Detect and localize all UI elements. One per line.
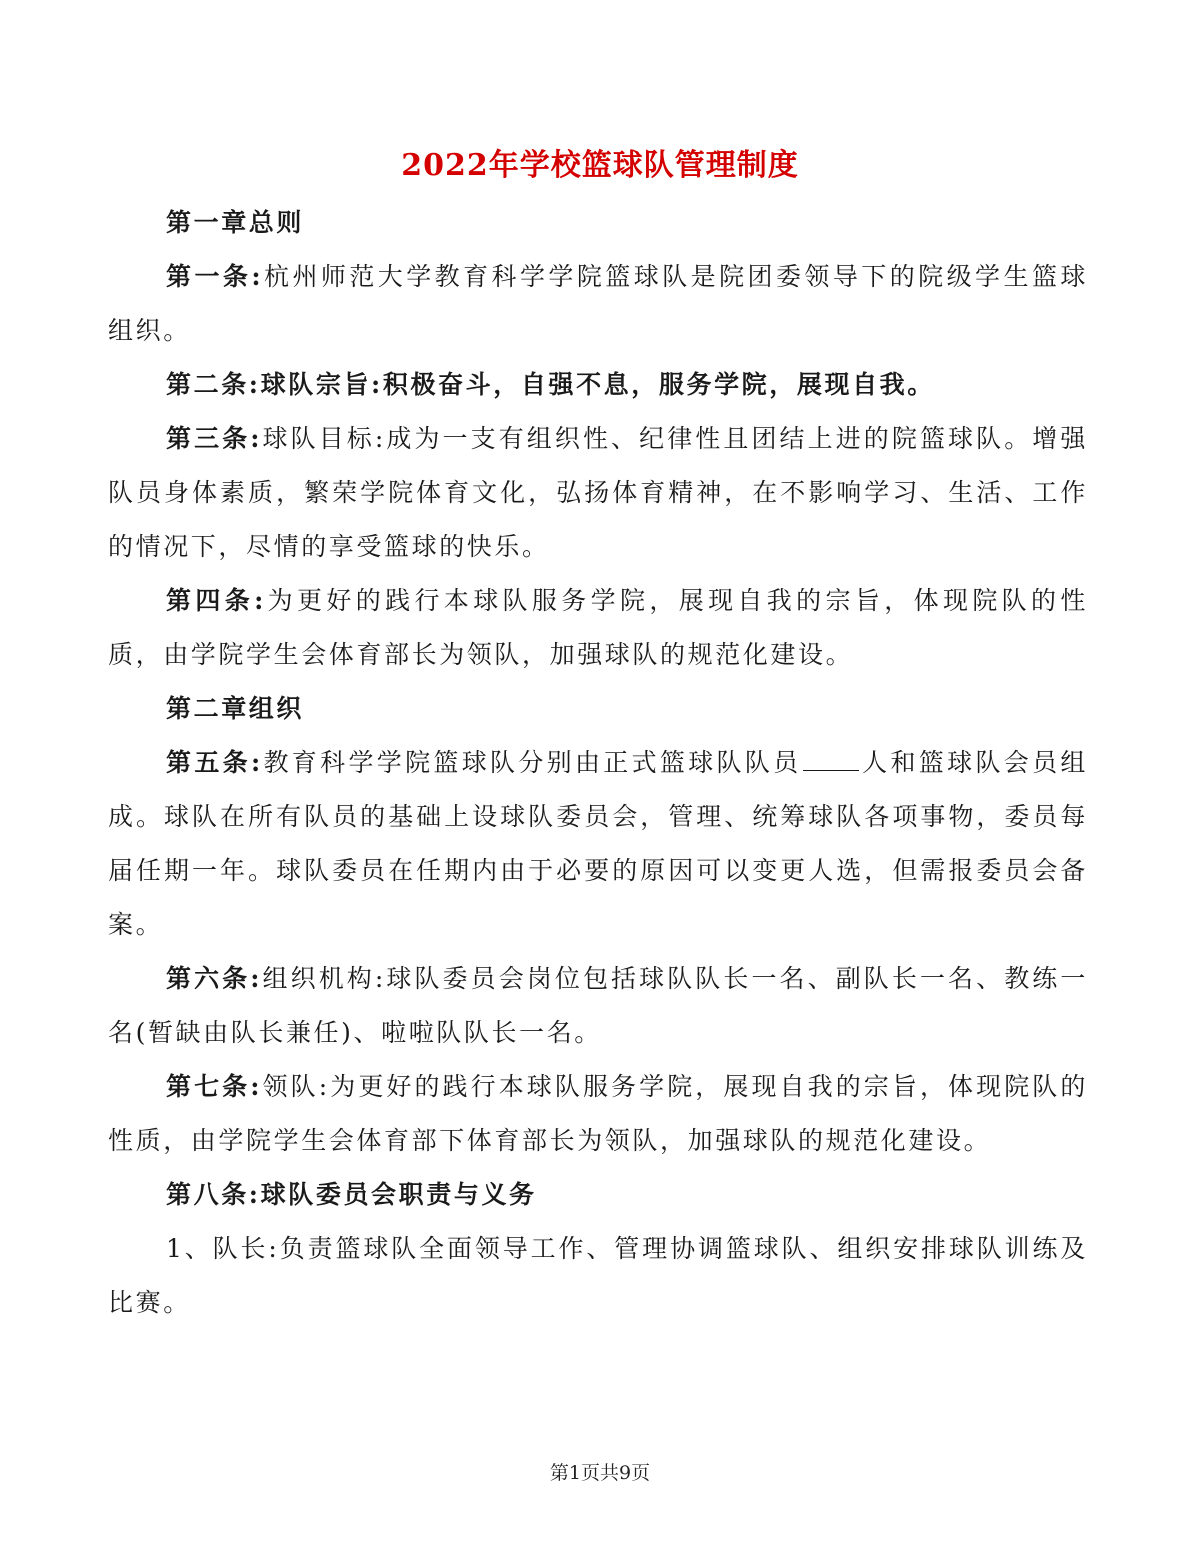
- article-1-text: 杭州师范大学教育科学学院篮球队是院团委领导下的院级学生篮球组织。: [108, 262, 1088, 345]
- article-2-text: 球队宗旨:积极奋斗，自强不息，服务学院，展现自我。: [260, 370, 935, 399]
- article-8: [108, 1168, 1088, 1222]
- article-7-text: 领队:为更好的践行本球队服务学院，展现自我的宗旨，体现院队的性质，由学院学生会体育部下体育部长为领队，加强球队的规范化建设。: [108, 1072, 1088, 1155]
- article-2: [108, 358, 1088, 412]
- article-5-text-after: 人和篮球队会员组成。球队在所有队员的基础上设球队委员会，管理、统筹球队各项事物，委员每届任期一年。球队委员在任期内由于必要的原因可以变更人选，但需报委员会备案。: [108, 748, 1088, 939]
- document-body: [108, 196, 1088, 1330]
- article-2-lead: 第二条:: [166, 370, 261, 399]
- page-number: 第1页共9页: [549, 1462, 651, 1484]
- article-5-lead: 第五条:: [166, 748, 263, 777]
- article-5: [108, 736, 1088, 952]
- article-4-lead: 第四条:: [166, 586, 266, 615]
- fill-in-blank: [803, 752, 859, 771]
- article-4-text: 为更好的践行本球队服务学院，展现自我的宗旨，体现院队的性质，由学院学生会体育部长为领队，加强球队的规范化建设。: [108, 586, 1088, 669]
- article-5-text-before: 教育科学学院篮球队分别由正式篮球队队员: [262, 748, 802, 777]
- article-7-lead: 第七条:: [166, 1072, 263, 1101]
- document-title: 2022年学校篮球队管理制度: [401, 148, 799, 183]
- article-8-lead: 第八条:: [166, 1180, 261, 1209]
- article-4: [108, 574, 1088, 682]
- article-6-lead: 第六条:: [166, 964, 263, 993]
- article-6-text: 组织机构:球队委员会岗位包括球队队长一名、副队长一名、教练一名(暂缺由队长兼任)、啦啦队队长一名。: [108, 964, 1088, 1047]
- article-1-lead: 第一条:: [166, 262, 264, 291]
- article-1: [108, 250, 1088, 358]
- article-7: [108, 1060, 1088, 1168]
- list-item-captain: 1、队长:负责篮球队全面领导工作、管理协调篮球队、组织安排球队训练及比赛。: [108, 1234, 1088, 1317]
- article-6: [108, 952, 1088, 1060]
- article-3: [108, 412, 1088, 574]
- article-8-text: 球队委员会职责与义务: [260, 1180, 537, 1209]
- chapter-2-heading: 第二章组织: [166, 694, 305, 723]
- article-3-text: 球队目标:成为一支有组织性、纪律性且团结上进的院篮球队。增强队员身体素质，繁荣学院体育文化，弘扬体育精神，在不影响学习、生活、工作的情况下，尽情的享受篮球的快乐。: [108, 424, 1088, 561]
- article-3-lead: 第三条:: [166, 424, 263, 453]
- chapter-1-heading: 第一章总则: [166, 208, 305, 237]
